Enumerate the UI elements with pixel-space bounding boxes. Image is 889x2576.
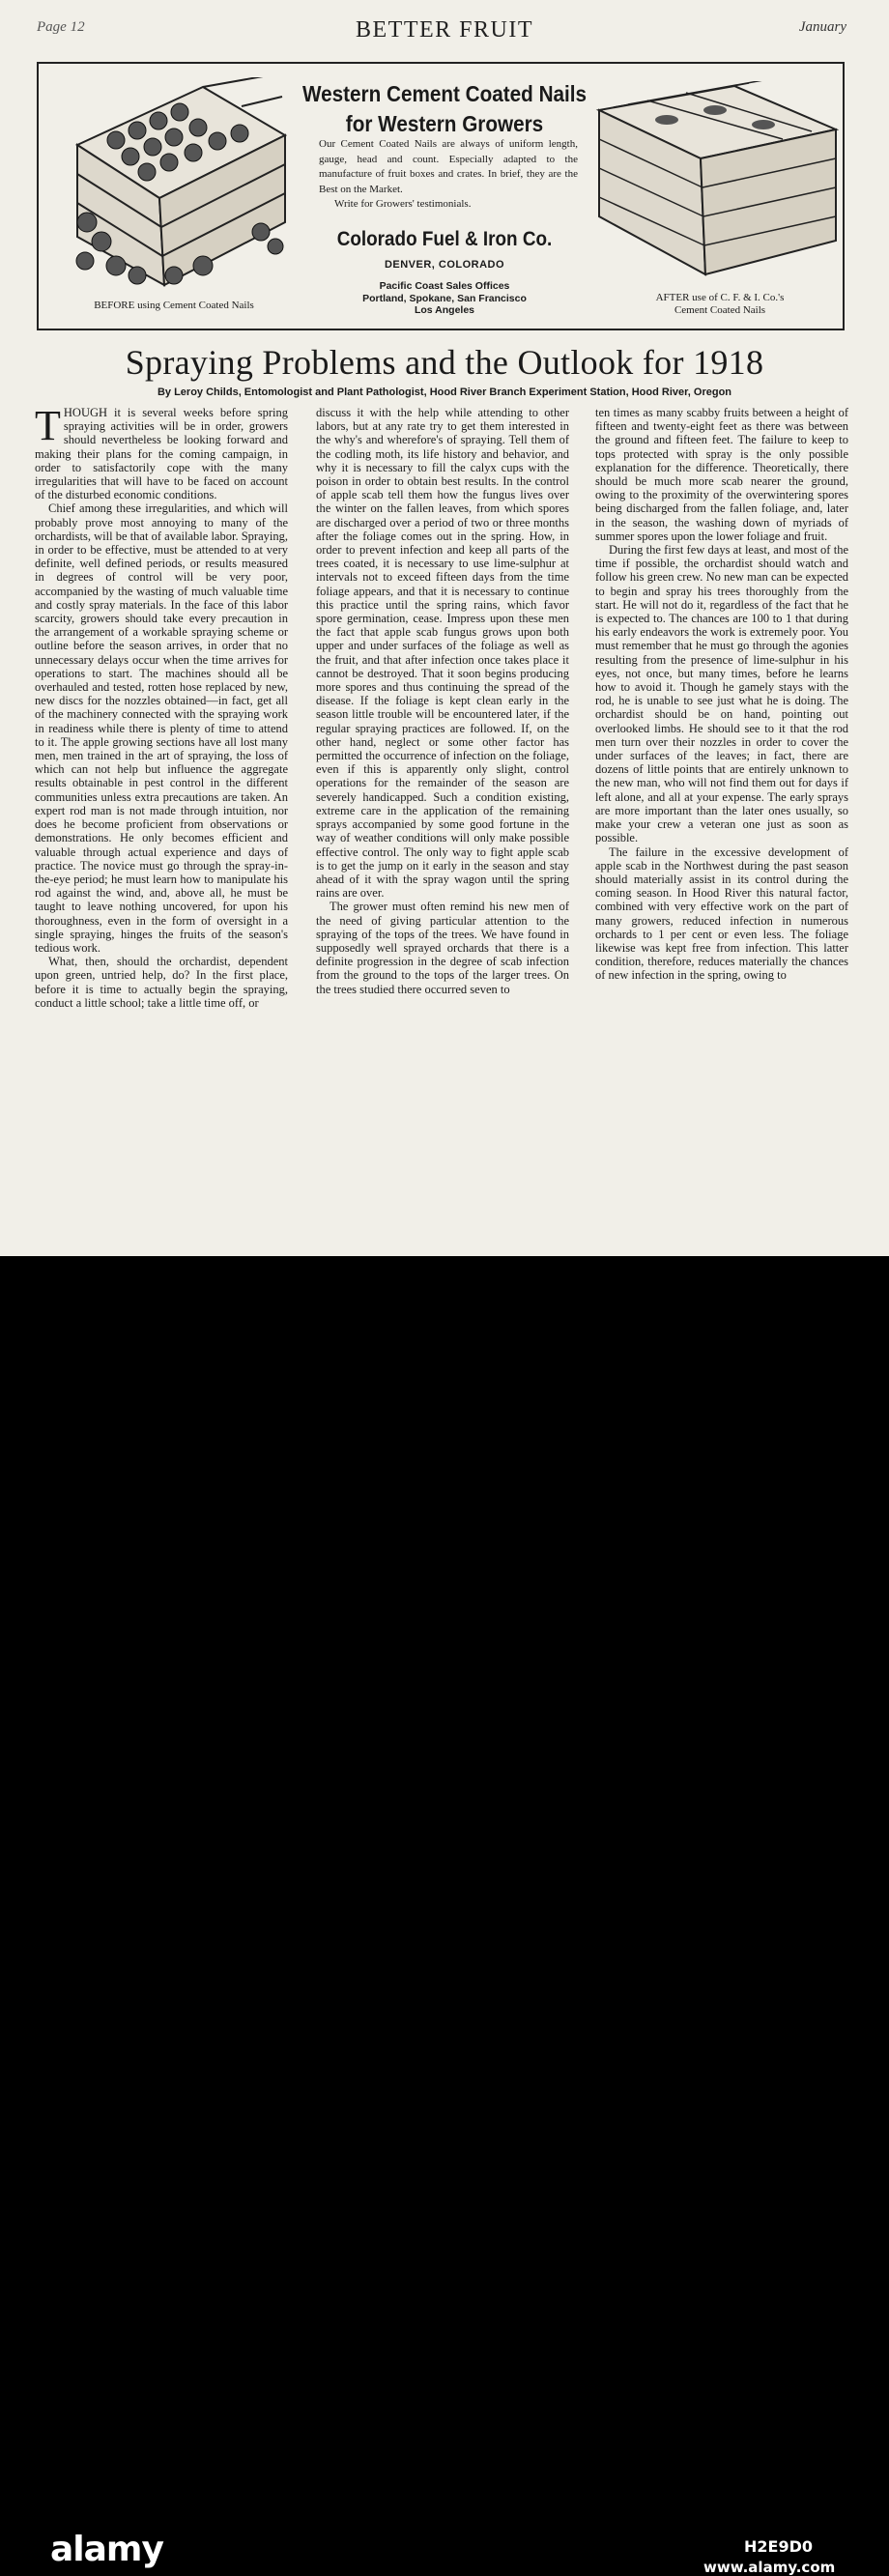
- issue-month: January: [798, 19, 846, 35]
- ad-company: Colorado Fuel & Iron Co.: [336, 228, 553, 250]
- ad-body-text: Our Cement Coated Nails are always of uniform length, gauge, head and count. Especially adapted to the manufacture of fruit boxes and crates. In brief, they are the Best on the Market.: [319, 138, 578, 195]
- sales-line-1: Pacific Coast Sales Offices: [379, 280, 510, 292]
- paragraph: [35, 402, 288, 502]
- watermark-brand: alamy: [50, 2530, 163, 2569]
- ad-headline-line-2: for Western Growers: [345, 111, 544, 136]
- article-column-3: [595, 406, 848, 983]
- paragraph: During the first few days at least, and most of the time if possible, the orchardist should watch and follow his green crew. No new man can be expected to begin and spray his trees thoroughly from the start. He will not do it, regardless of the fact that he is expected to. The chances are 100 to 1 that during his early endeavors the work is extremely poor. You must remember that he must go through the agonies resulting from the presence of lime-sulphur in his eyes, not once, but many times, before he learns how to avoid it. Though he gamely stays with the rod, he is unable to see just what he is doing. The orchardist should be on hand, pointing out overlooked limbs. He should see to it that the rod men turn over their nozzles in order to cover the under surfaces of the leaves; in fact, there are dozens of little points that are entirely unknown to the new man, who will not find them out for days if left alone, and all at your expense. The early sprays are more important than the later ones usually, so make your crew a veteran one just as soon as possible.: [595, 543, 848, 845]
- magazine-title: BETTER FRUIT: [356, 17, 533, 43]
- after-caption-line-2: Cement Coated Nails: [674, 304, 766, 316]
- paragraph: What, then, should the orchardist, dependent upon green, untried help, do? In the first place, before it is time to actually begin the spraying, conduct a little school; take a little time off, or: [35, 955, 288, 1010]
- paragraph: The grower must often remind his new men of the need of giving particular attention to the spraying of the tops of the trees. We have found in supposedly well sprayed orchards that there is a definite progression in the degree of scab infection from the ground to the tops of the larger trees. On the trees studied there occurred seven to: [316, 900, 569, 996]
- advertisement: [37, 62, 845, 330]
- paragraph-text: HOUGH it is several weeks before spring spraying activities will be in order, growers should nevertheless be looking forward and making their plans for the coming campaign, in order to satisfactorily cope with the many irregularities that will have to be faced on account of the disturbed economic conditions.: [35, 406, 288, 502]
- paragraph: Chief among these irregularities, and which will probably prove most annoying to many of the orchardists, will be that of available labor. Spraying, in order to be effective, must be attended to at very definite, well defined periods, or results measured in degrees of control will be very poor, accompanied by the wasting of much valuable time and costly spray materials. In the face of this labor scarcity, growers should take every precaution in the arrangement of a workable spraying scheme or outline before the season arrives, in order that no unnecessary delays occur when the time arrives for operations to start. The machines should all be overhauled and tested, rotten hose replaced by new, new discs for the nozzles obtained—in fact, get all of the machinery connected with the spraying work in readiness while there is plenty of time to attend to it. The apple growing sections have all lost many men, men trained in the art of spraying, the loss of which can not help but influence the aggregate results obtainable in pest control in the different communities unless extra precautions are taken. An expert rod man is not made through intuition, nor does he become proficient from observations or demonstrations. He only becomes efficient and valuable through actual experience and days of practice. The novice must go through the spray-in-the-eye period; he must learn how to manipulate his rod against the wind, and, above all, he must be taught to leave nothing uncovered, for upon his thoroughness, even in the form of oversight in a single spraying, hinges the fruits of the season's tedious work.: [35, 501, 288, 955]
- article-column-2: [316, 406, 569, 996]
- sales-line-3: Los Angeles: [414, 304, 475, 316]
- magazine-page: [0, 0, 889, 1256]
- paragraph: The failure in the excessive development of apple scab in the Northwest during the past season should materially assist in its control during the coming season. In Hood River this natural factor, combined with very effective work on the part of many growers, reduced infection in numerous orchards to 1 per cent or even less. The foliage likewise was kept free from infection. This latter condition, therefore, reduces materially the chances of new infection in the spring, owing to: [595, 844, 848, 983]
- paragraph: discuss it with the help while attending to other labors, but at any rate try to get them interested in the why's and wherefore's of spraying. Tell them of the codling moth, its life history and behavior, and why it is necessary to fill the calyx cups with the poison in order to obtain best results. In the control of apple scab tell them how the fungus lives over the winter on the fallen leaves, from which spores are discharged over a period of two or three months after the foliage comes out in the spring. How, in order to prevent infection and keep all parts of the trees coated, it is necessary to use lime-sulphur at intervals not to exceed fifteen days from the time foliage appears, and that it is necessary to continue this practice until the spring rains, which favor spore germination, cease. Impress upon these men the fact that apple scab fungus grows upon both upper and under surfaces of the foliage as well as the fruit, and that after infection once takes place it cannot be destroyed. That it soon begins producing more spores and thus continuing the spread of the disease. If the foliage is kept clean early in the season little trouble will be encountered later, if the regular spraying practices are followed. If, on the other hand, neglect or some other factor has permitted the occurrence of infection on the foliage, even if this is apparently only slight, control operations for the remainder of the season are severely handicapped. Such a condition existing, extreme care in the application of the remaining sprays accompanied by some good fortune in the way of weather conditions will only make possible effective control. The only way to fight apple scab is to get the jump on it early in the season and stay ahead of it with the spray wagon until the spring rains are over.: [316, 406, 569, 901]
- ad-write-line: Write for Growers' testimonials.: [334, 198, 472, 210]
- after-caption: [594, 292, 846, 317]
- before-crate-illustration: [58, 77, 290, 295]
- watermark-image-id: H2E9D0: [744, 2537, 813, 2556]
- ad-sales-offices: [280, 280, 609, 317]
- page-number: Page 12: [37, 19, 85, 35]
- watermark-bar: [0, 1256, 889, 2576]
- ad-headline: [297, 79, 592, 139]
- ad-city: DENVER, COLORADO: [384, 259, 505, 271]
- before-caption: BEFORE using Cement Coated Nails: [94, 300, 254, 311]
- ad-body: [319, 137, 578, 213]
- article-column-1: [35, 402, 288, 1010]
- drop-cap: T: [35, 402, 61, 449]
- paragraph: ten times as many scabby fruits between a height of fifteen and twenty-eight feet as there was between the ground and fifteen feet. The failure to keep to tops protected with spray is the only possible explanation for the difference. Theoretically, there should be much more scab nearer the ground, owing to the proximity of the overwintering spores being discharged from the fallen foliage, and, later in the season, the washing down of myriads of summer spores upon the lower foliage and fruit.: [595, 406, 848, 543]
- after-caption-line-1: AFTER use of C. F. & I. Co.'s: [655, 292, 785, 303]
- ad-headline-line-1: Western Cement Coated Nails: [301, 81, 588, 106]
- sales-line-2: Portland, Spokane, San Francisco: [362, 292, 527, 304]
- article-title: Spraying Problems and the Outlook for 1918: [125, 343, 764, 382]
- watermark-site: www.alamy.com: [703, 2559, 836, 2576]
- after-crate-illustration: [589, 81, 841, 279]
- article-byline: By Leroy Childs, Entomologist and Plant Pathologist, Hood River Branch Experiment Station, Hood River, Oregon: [157, 386, 732, 398]
